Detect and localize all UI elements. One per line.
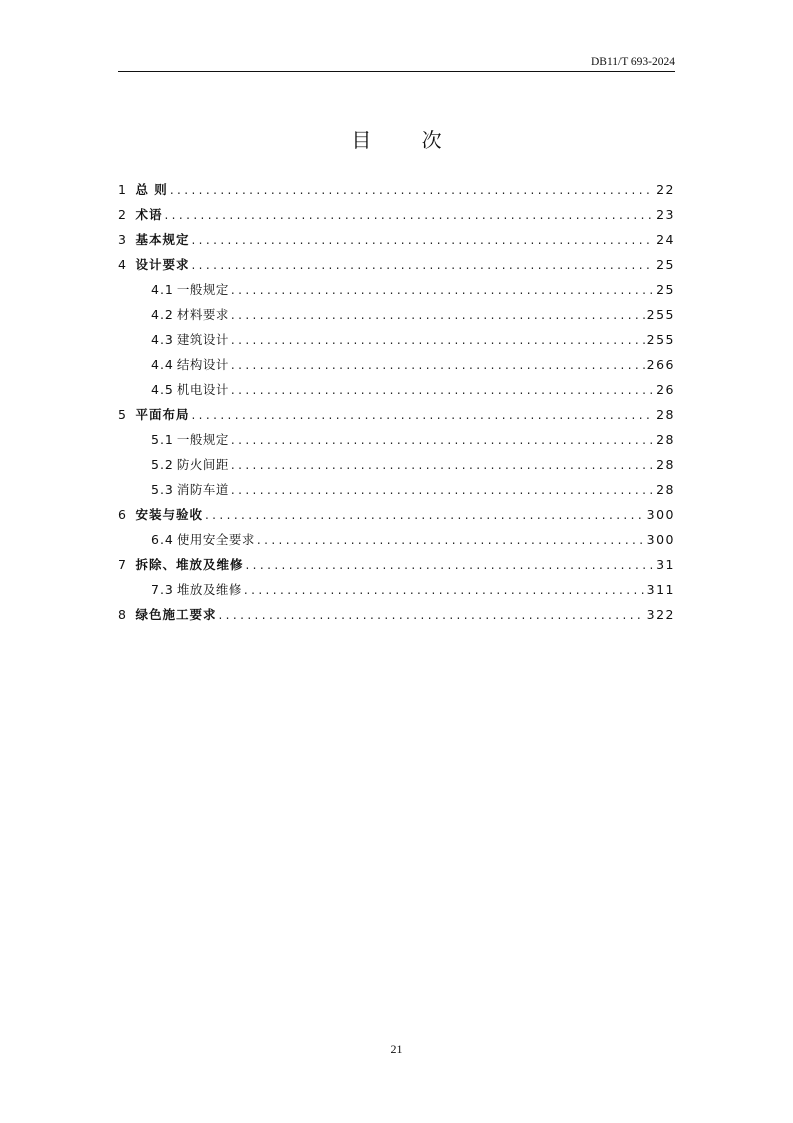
toc-entry[interactable]	[118, 602, 675, 627]
toc-entry-title: 使用安全要求	[176, 532, 255, 547]
toc-entry[interactable]	[118, 352, 675, 377]
toc-entry-page: 28	[656, 407, 675, 422]
toc-entry-page: 25	[656, 257, 675, 272]
toc-entry-title: 绿色施工要求	[135, 607, 217, 622]
toc-dot-leader	[218, 603, 644, 627]
toc-entry-title: 防火间距	[176, 457, 229, 472]
toc-entry-title: 术语	[135, 207, 163, 222]
toc-entry-number: 8	[118, 607, 127, 622]
toc-entry-number: 6	[118, 507, 127, 522]
toc-dot-leader	[231, 378, 654, 402]
toc-entry-page: 300	[646, 507, 675, 522]
toc-entry-title: 结构设计	[176, 357, 229, 372]
toc-entry-number: 7	[118, 557, 127, 572]
toc-dot-leader	[257, 528, 645, 552]
document-code: DB11/T 693-2024	[590, 56, 675, 68]
toc-entry-number: 4.1	[151, 282, 174, 297]
toc-dot-leader	[191, 253, 654, 277]
toc-entry-page: 255	[646, 307, 675, 322]
toc-entry[interactable]	[118, 402, 675, 427]
toc-dot-leader	[231, 353, 645, 377]
page-number: 21	[390, 1042, 403, 1056]
toc-entry-title: 安装与验收	[135, 507, 203, 522]
toc-entry-page: 28	[656, 457, 675, 472]
toc-dot-leader	[244, 578, 645, 602]
toc-dot-leader	[205, 503, 645, 527]
toc-entry-title: 一般规定	[176, 282, 229, 297]
table-of-contents	[118, 177, 675, 627]
toc-entry-number: 3	[118, 232, 127, 247]
toc-dot-leader	[245, 553, 654, 577]
toc-entry[interactable]	[118, 477, 675, 502]
toc-entry[interactable]	[118, 177, 675, 202]
toc-entry-page: 28	[656, 482, 675, 497]
toc-title: 目 次	[351, 128, 464, 152]
toc-entry[interactable]	[118, 202, 675, 227]
toc-entry[interactable]	[118, 277, 675, 302]
toc-entry-page: 322	[646, 607, 675, 622]
toc-entry[interactable]	[118, 502, 675, 527]
toc-entry-number: 4.3	[151, 332, 174, 347]
toc-entry-title: 设计要求	[135, 257, 190, 272]
toc-entry-title: 消防车道	[176, 482, 229, 497]
toc-entry[interactable]	[118, 577, 675, 602]
toc-entry-number: 5	[118, 407, 127, 422]
toc-dot-leader	[231, 453, 654, 477]
toc-entry[interactable]	[118, 227, 675, 252]
toc-entry-number: 4	[118, 257, 127, 272]
toc-entry-page: 25	[656, 282, 675, 297]
toc-dot-leader	[164, 203, 654, 227]
toc-entry-number: 4.5	[151, 382, 174, 397]
toc-entry-title: 一般规定	[176, 432, 229, 447]
toc-dot-leader	[170, 178, 654, 202]
toc-entry-title: 拆除、堆放及维修	[135, 557, 244, 572]
toc-entry[interactable]	[118, 252, 675, 277]
toc-dot-leader	[231, 278, 654, 302]
toc-entry[interactable]	[118, 302, 675, 327]
toc-entry-page: 26	[656, 382, 675, 397]
toc-entry-title: 总 则	[135, 182, 168, 197]
toc-dot-leader	[231, 328, 645, 352]
toc-entry[interactable]	[118, 552, 675, 577]
toc-entry-number: 7.3	[151, 582, 174, 597]
toc-dot-leader	[231, 478, 654, 502]
toc-entry-page: 31	[656, 557, 675, 572]
toc-dot-leader	[191, 403, 654, 427]
toc-entry-title: 基本规定	[135, 232, 190, 247]
toc-entry-page: 266	[646, 357, 675, 372]
toc-entry-page: 24	[656, 232, 675, 247]
toc-entry[interactable]	[118, 427, 675, 452]
toc-entry-number: 5.1	[151, 432, 174, 447]
toc-entry-title: 平面布局	[135, 407, 190, 422]
toc-entry-page: 255	[646, 332, 675, 347]
toc-entry-number: 4.2	[151, 307, 174, 322]
toc-dot-leader	[231, 428, 654, 452]
toc-entry-page: 23	[656, 207, 675, 222]
toc-dot-leader	[191, 228, 654, 252]
toc-dot-leader	[231, 303, 645, 327]
header-rule	[118, 71, 675, 72]
toc-entry[interactable]	[118, 377, 675, 402]
toc-entry-page: 300	[646, 532, 675, 547]
toc-entry-title: 建筑设计	[176, 332, 229, 347]
toc-entry-number: 5.2	[151, 457, 174, 472]
toc-entry-title: 材料要求	[176, 307, 229, 322]
toc-entry-number: 2	[118, 207, 127, 222]
toc-entry[interactable]	[118, 527, 675, 552]
toc-entry-title: 堆放及维修	[176, 582, 242, 597]
toc-entry-number: 6.4	[151, 532, 174, 547]
toc-entry-title: 机电设计	[176, 382, 229, 397]
toc-entry[interactable]	[118, 452, 675, 477]
toc-entry-number: 1	[118, 182, 127, 197]
toc-entry-number: 5.3	[151, 482, 174, 497]
toc-entry-page: 28	[656, 432, 675, 447]
toc-entry-number: 4.4	[151, 357, 174, 372]
toc-entry-page: 311	[646, 582, 675, 597]
toc-entry[interactable]	[118, 327, 675, 352]
toc-entry-page: 22	[656, 182, 675, 197]
